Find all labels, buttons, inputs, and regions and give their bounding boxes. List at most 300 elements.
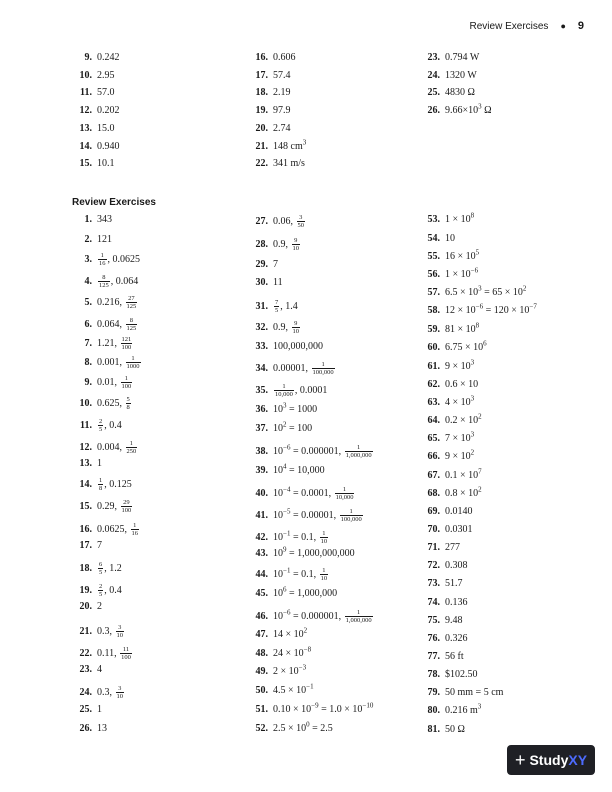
answer-item [72,624,125,639]
answer-number: 4. [84,275,92,287]
answer-value: 0.242 [97,52,120,63]
answer-value: $\frac{2}{5}$ , 0.4 [99,418,122,433]
answer-value: 0.6 × 10 [445,379,479,390]
answer-value: $10^{-6} = 0.000001$, $\frac{1}{1,000,000}$ [273,608,372,624]
header-bullet: ● [560,21,566,31]
answer-item [420,578,463,590]
answer-number: 67. [427,470,440,481]
answer-value: 97.9 [273,105,291,117]
answer-value: 0.308 [445,560,468,571]
answer-value: 0.216, $\frac{27}{125}$ [97,295,137,310]
answer-item [248,361,336,376]
answer-item [248,138,307,153]
answer-value: 0.06, $\frac{3}{50}$ [273,214,304,229]
answer-value: $1 \times 10^8$ [445,211,475,225]
answer-number: 30. [255,277,268,288]
answer-number: 74. [427,597,440,608]
answer-item [72,355,142,370]
answer-item [72,87,115,99]
answer-item [420,633,468,645]
answer-number: 9. [84,376,92,388]
answer-value: 0.625, $\frac{5}{8}$ [97,396,130,411]
answer-value: $10^3 = 1000$ [273,401,318,415]
answer-item [72,70,115,82]
answer-number: 22. [79,647,92,659]
answer-value: 277 [445,542,460,553]
answer-value: 51.7 [445,578,463,589]
answer-value: $\frac{7}{5}$ , 1.4 [275,299,298,314]
answer-number: 54. [427,233,440,244]
answer-value: 11 [273,277,283,288]
header-section-title: Review Exercises [469,20,549,32]
answer-item [248,585,338,600]
answer-value: 7 [273,259,278,270]
answer-item [420,448,475,463]
answer-number: 23. [79,664,92,675]
page-number: 9 [577,20,584,32]
answer-item [420,412,482,427]
answer-item [420,724,465,736]
answer-value: 50 mm = 5 cm [445,687,504,698]
answer-item [248,508,364,523]
answer-value: $102.50 [445,669,478,680]
answer-value: $10^9 = 1,000,000,000$ [273,545,355,559]
answer-value: $\frac{1}{10,000}$ , 0.0001 [275,383,328,398]
answer-number: 25. [79,704,92,715]
answer-number: 12. [79,105,92,117]
answer-number: 19. [255,105,268,117]
answer-item [420,430,475,445]
answer-item [72,704,102,716]
answer-number: 72. [427,560,440,571]
answer-item [72,664,102,676]
answer-value: 10 [445,233,455,244]
answer-number: 18. [79,562,92,574]
answer-number: 33. [255,341,268,352]
answer-number: 23. [427,52,440,63]
answer-number: 78. [427,669,440,680]
answer-value: $7 \times 10^3$ [445,430,475,444]
answer-item [72,252,140,267]
answer-value: 57.0 [97,87,115,99]
answer-number: 65. [427,433,440,444]
answer-value: 0.9, $\frac{9}{10}$ [273,237,299,252]
studyxy-logo[interactable] [507,745,595,775]
answer-number: 59. [427,324,440,335]
answer-item [420,248,480,263]
answer-value: $0.1 \times 10^7$ [445,467,482,481]
answer-value: $10^{-6} = 0.000001$, $\frac{1}{1,000,000}$ [273,443,372,459]
answer-value: 0.01, $\frac{1}{100}$ [97,375,132,390]
answer-value: $4.5 \times 10^{-1}$ [273,682,314,696]
answer-item [248,701,374,716]
answer-item [72,214,112,226]
answer-item [420,233,455,245]
answer-item [72,158,115,170]
answer-item [420,358,475,373]
running-header [470,20,584,32]
answer-number: 75. [427,615,440,626]
answer-value: $14 \times 10^2$ [273,626,308,640]
answer-item [72,336,133,351]
answer-item [420,321,480,336]
answer-value: $81 \times 10^8$ [445,321,480,335]
answer-item [248,105,291,117]
answer-item [72,396,132,411]
answer-item [248,420,313,435]
answer-item [248,720,333,735]
answer-value: 0.3, $\frac{3}{10}$ [97,685,123,700]
answer-item [72,685,125,700]
answer-item [420,485,482,500]
answer-item [248,645,312,660]
answer-number: 49. [255,666,268,677]
answer-number: 11. [80,87,92,99]
answer-item [72,723,107,735]
answer-number: 17. [255,69,268,81]
answer-item [72,234,112,246]
answer-item [72,646,133,661]
answer-number: 13. [79,458,92,469]
answer-number: 24. [79,686,92,698]
answer-number: 46. [255,610,268,622]
answer-value: 0.064, $\frac{8}{125}$ [97,317,137,332]
answer-number: 10. [79,397,92,409]
answer-number: 14. [79,140,92,152]
answer-number: 34. [255,362,268,374]
answer-value: 2.19 [273,87,291,99]
answer-number: 38. [255,445,268,457]
answer-item [420,506,473,518]
answer-item [420,102,492,117]
answer-number: 22. [255,158,268,170]
answer-value: 0.001, $\frac{1}{1000}$ [97,355,140,370]
answer-number: 50. [255,685,268,696]
answer-value: $10^{-4} = 0.0001$, $\frac{1}{10,000}$ [273,485,354,501]
answer-value: $6.75 \times 10^6$ [445,339,487,353]
answer-number: 24. [427,69,440,81]
answer-item [420,394,475,409]
answer-number: 51. [255,704,268,715]
answer-number: 20. [255,122,268,134]
answer-number: 56. [427,269,440,280]
answer-item [248,277,283,289]
answer-item [420,302,537,317]
answer-value: 0.0625, $\frac{1}{16}$ [97,522,138,537]
answer-number: 53. [427,214,440,225]
answer-value: 0.0140 [445,506,473,517]
answer-value: 13 [97,723,107,734]
answer-number: 18. [255,87,268,99]
answer-value: $10^4 = 10,000$ [273,462,325,476]
answer-number: 63. [427,397,440,408]
answer-value: $10^{-1} = 0.1$, $\frac{1}{10}$ [273,566,328,582]
answer-value: $\frac{1}{8}$ , 0.125 [99,477,132,492]
answer-value: 4830 Ω [445,87,475,99]
answer-value: $9 \times 10^3$ [445,358,475,372]
answer-value: $10^2 = 100$ [273,420,313,434]
answer-item [420,597,468,609]
answer-item [420,52,479,64]
answer-number: 9. [84,52,92,63]
answer-item [248,299,298,314]
answer-item [248,486,355,501]
answer-value: $10^6 = 1,000,000$ [273,585,338,599]
answer-number: 69. [427,506,440,517]
answer-value: 0.794 W [445,52,480,63]
answer-number: 5. [84,296,92,308]
answer-item [420,87,475,99]
answer-item [72,274,138,289]
answer-value: 0.326 [445,633,468,644]
answer-item [248,214,306,229]
answer-item [420,379,478,391]
answer-number: 13. [79,122,92,134]
answer-number: 21. [79,625,92,637]
answer-item [72,317,138,332]
answer-number: 52. [255,723,268,734]
answer-number: 15. [79,158,92,170]
answer-item [420,211,475,226]
answer-item [248,52,296,64]
answer-value: 2.95 [97,69,115,81]
answer-value: 100,000,000 [273,341,323,352]
answer-number: 26. [427,105,440,117]
answer-number: 31. [255,300,268,312]
answer-item [248,545,355,560]
answer-item [248,682,314,697]
answer-number: 27. [255,215,268,227]
answer-item [248,609,374,624]
answer-value: 0.202 [97,105,120,117]
answer-number: 8. [84,356,92,368]
answer-number: 55. [427,251,440,262]
answer-value: 57.4 [273,69,291,81]
answer-number: 44. [255,568,268,580]
answer-value: 0.11, $\frac{11}{100}$ [97,646,131,661]
plus-icon: + [514,749,526,770]
answer-item [420,524,473,536]
answer-number: 66. [427,451,440,462]
answer-item [420,284,527,299]
answer-number: 6. [84,318,92,330]
answer-value: $\frac{1}{16}$ , 0.0625 [99,252,140,267]
answer-item [420,651,464,663]
answer-item [72,583,122,598]
answer-number: 16. [255,52,268,63]
answer-item [248,462,325,477]
answer-value: 15.0 [97,122,115,134]
answer-item [248,663,307,678]
answer-number: 35. [255,384,268,396]
answer-item [420,560,468,572]
answer-number: 25. [427,87,440,99]
answer-number: 37. [255,423,268,434]
answer-item [72,540,102,552]
answer-item [72,375,133,390]
answer-value: 1 [97,458,102,469]
answer-value: $6.5 \times 10^3 = 65 \times 10^2$ [445,284,527,298]
answer-item [72,440,138,455]
answer-number: 58. [427,305,440,316]
answer-number: 42. [255,531,268,543]
answer-number: 20. [79,601,92,612]
logo-text: StudyXY [529,752,588,768]
answer-value: $0.2 \times 10^2$ [445,412,482,426]
answer-value: 0.940 [97,140,120,152]
answer-item [420,542,460,554]
answer-number: 70. [427,524,440,535]
answer-value: $10^{-1} = 0.1$, $\frac{1}{10}$ [273,529,328,545]
answer-item [420,266,479,281]
answer-item [72,499,133,514]
answer-item [72,561,122,576]
answer-number: 39. [255,465,268,476]
answer-item [248,530,329,545]
answer-number: 2. [84,234,92,245]
answer-item [420,702,482,717]
answer-item [72,418,122,433]
answer-item [72,458,102,470]
answer-value: 341 m/s [273,158,305,170]
answer-value: 0.136 [445,597,468,608]
answer-value: 343 [97,214,112,225]
answer-value: 4 [97,664,102,675]
answer-number: 14. [79,478,92,490]
answer-value: $4 \times 10^3$ [445,394,475,408]
answer-value: $\frac{2}{5}$ , 0.4 [99,583,122,598]
answer-value: 1320 W [445,69,477,81]
answer-number: 12. [79,441,92,453]
answer-value: $9.66\times 10^3$ Ω [445,102,492,117]
answer-number: 43. [255,548,268,559]
answer-value: $9 \times 10^2$ [445,448,475,462]
answer-item [248,401,318,416]
answer-value: 2.74 [273,122,291,134]
answer-number: 17. [79,540,92,551]
answer-item [248,567,329,582]
answer-item [72,123,115,135]
answer-number: 26. [79,723,92,734]
answer-number: 1. [84,214,92,225]
answer-item [420,467,482,482]
answer-item [420,339,487,354]
answer-value: 0.004, $\frac{1}{250}$ [97,440,137,455]
answer-value: $\frac{6}{5}$ , 1.2 [99,561,122,576]
answer-value: $2.5 \times 10^0 = 2.5$ [273,720,333,734]
answer-number: 29. [255,259,268,270]
answer-item [248,237,301,252]
answer-number: 45. [255,588,268,599]
answer-value: 7 [97,540,102,551]
answer-number: 60. [427,342,440,353]
answer-value: $24 \times 10^{-8}$ [273,645,312,659]
answer-number: 57. [427,287,440,298]
answer-item [248,87,291,99]
answer-value: 2 [97,601,102,612]
answer-number: 76. [427,633,440,644]
answer-number: 10. [79,69,92,81]
answer-item [420,687,503,699]
answer-number: 28. [255,238,268,250]
answer-value: 0.00001, $\frac{1}{100,000}$ [273,361,334,376]
answer-item [248,626,308,641]
answer-value: 0.606 [273,52,296,63]
answer-item [420,669,478,681]
answer-number: 16. [79,523,92,535]
answer-value: 10.1 [97,158,115,170]
answer-item [248,444,374,459]
answer-number: 11. [80,419,92,431]
answer-number: 79. [427,687,440,698]
answer-value: 1 [97,704,102,715]
answer-number: 47. [255,629,268,640]
answer-item [72,52,120,64]
answer-item [248,341,323,353]
answer-number: 7. [84,337,92,349]
answer-number: 15. [79,500,92,512]
answer-number: 32. [255,321,268,333]
answer-item [420,615,463,627]
answer-value: $12 \times 10^{-6} = 120 \times 10^{-7}$ [445,302,537,316]
answer-value: $0.8 \times 10^2$ [445,485,482,499]
answer-value: $\frac{8}{125}$ , 0.064 [99,274,139,289]
answer-item [248,383,327,398]
answer-number: 19. [79,584,92,596]
answer-value: 0.216 $m^3$ [445,702,482,716]
answer-item [72,295,138,310]
answer-number: 64. [427,415,440,426]
answer-number: 62. [427,379,440,390]
answer-item [248,158,305,170]
answer-item [248,123,291,135]
answer-value: 121 [97,234,112,245]
answer-number: 68. [427,488,440,499]
answer-value: 56 ft [445,651,464,662]
answer-value: 9.48 [445,615,463,626]
answer-item [72,141,120,153]
answer-item [248,70,291,82]
answer-value: $2 \times 10^{-3}$ [273,663,307,677]
answer-number: 81. [427,724,440,735]
answer-number: 21. [255,140,268,152]
answer-number: 3. [84,253,92,265]
answer-item [72,601,102,613]
answer-value: 0.29, $\frac{29}{100}$ [97,499,132,514]
answer-value: $16 \times 10^5$ [445,248,480,262]
answer-value: 0.9, $\frac{9}{10}$ [273,320,299,335]
answer-number: 77. [427,651,440,662]
answer-value: $0.10 \times 10^{-9} = 1.0 \times 10^{-10}$ [273,701,374,715]
answer-value: 0.3, $\frac{3}{10}$ [97,624,123,639]
answer-value: 0.0301 [445,524,473,535]
answer-item [72,477,132,492]
answer-value: 1.21, $\frac{121}{100}$ [97,336,132,351]
answer-item [420,70,477,82]
answer-number: 36. [255,404,268,415]
answer-value: $10^{-5} = 0.00001$, $\frac{1}{100,000}$ [273,507,362,523]
answer-number: 80. [427,705,440,716]
answer-item [248,259,278,271]
answer-value: 148 $cm^3$ [273,138,307,152]
answer-number: 73. [427,578,440,589]
answer-item [72,105,120,117]
answer-number: 61. [427,361,440,372]
answer-value: $1 \times 10^{-6}$ [445,266,479,280]
answer-number: 48. [255,648,268,659]
answer-item [72,522,140,537]
answer-item [248,320,301,335]
